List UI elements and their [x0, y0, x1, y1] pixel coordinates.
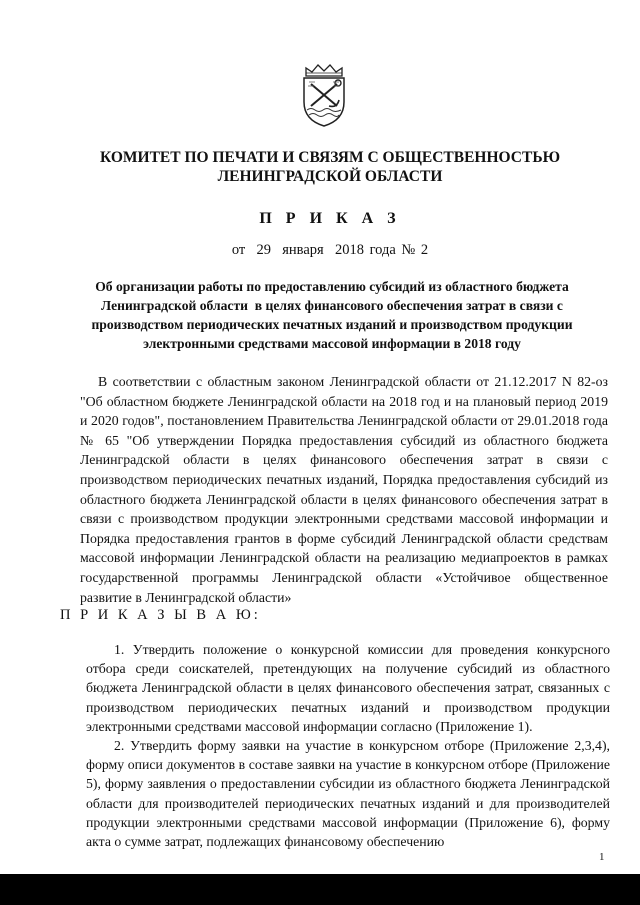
order-item-1: 1. Утвердить положение о конкурсной комиссии для проведения конкурсного отбора среди соискателей, претендующих на получение субсидий из областного бюджета Ленинградской области в целях финансового обеспечения затрат, связанных с производством периодических печатных изданий и производством продукции электронными средствами массовой информации согласно (Приложение 1).: [86, 642, 610, 734]
order-items: [86, 640, 610, 851]
preamble-paragraph: В соответствии с областным законом Ленинградской области от 21.12.2017 N 82-оз "Об областном бюджете Ленинградской области на 2018 год и на плановый период 2019 и 2020 годов", постановлением Правительства Ленинградской области от 29.01.2018 года № 65 "Об утверждении Порядка предоставления субсидий из областного бюджета Ленинградской области в целях финансового обеспечения затрат в связи с производством периодических печатных изданий, Порядка предоставления субсидий из областного бюджета Ленинградской области в целях финансового обеспечения затрат в связи с производством продукции электронными средствами массовой информации и Порядка предоставления грантов в форме субсидий Ленинградской области средствам массовой информации Ленинградской области на реализацию медиапроектов в рамках государственной программы Ленинградской области «Устойчивое общественное развитие в Ленинградской области»: [80, 374, 608, 605]
subject-line-2: Ленинградской области в целях финансового обеспечения затрат в связи с: [101, 298, 563, 313]
coat-of-arms-icon: [297, 62, 351, 128]
order-subject: [58, 277, 606, 353]
decree-heading: П Р И К А З Ы В А Ю:: [60, 607, 261, 623]
committee-line-1: КОМИТЕТ ПО ПЕЧАТИ И СВЯЗЯМ С ОБЩЕСТВЕННОСТЬЮ: [99, 149, 561, 166]
subject-line-4: электронными средствами массовой информации в 2018 году: [143, 336, 521, 351]
subject-line-3: производством периодических печатных изданий и производством продукции: [91, 317, 573, 332]
order-item-2: 2. Утвердить форму заявки на участие в конкурсном отборе (Приложение 2,3,4), форму описи документов в составе заявки на участие в конкурсном отборе (Приложение 5), форму заявления о предоставлении субсидии из областного бюджета Ленинградской области для производителей периодических печатных изданий и для производителей продукции электронными средствами массовой информации (Приложение 6), форму акта о сумме затрат, подлежащих финансовому обеспечению: [86, 738, 610, 850]
subject-line-1: Об организации работы по предоставлению субсидий из областного бюджета: [95, 279, 569, 294]
order-title: П Р И К А З: [259, 210, 401, 227]
committee-name: [60, 148, 600, 186]
page-number: 1: [599, 851, 605, 863]
scan-border: [0, 874, 640, 905]
committee-line-2: ЛЕНИНГРАДСКОЙ ОБЛАСТИ: [217, 168, 443, 185]
order-date: от 29 января 2018 года № 2: [231, 242, 429, 258]
